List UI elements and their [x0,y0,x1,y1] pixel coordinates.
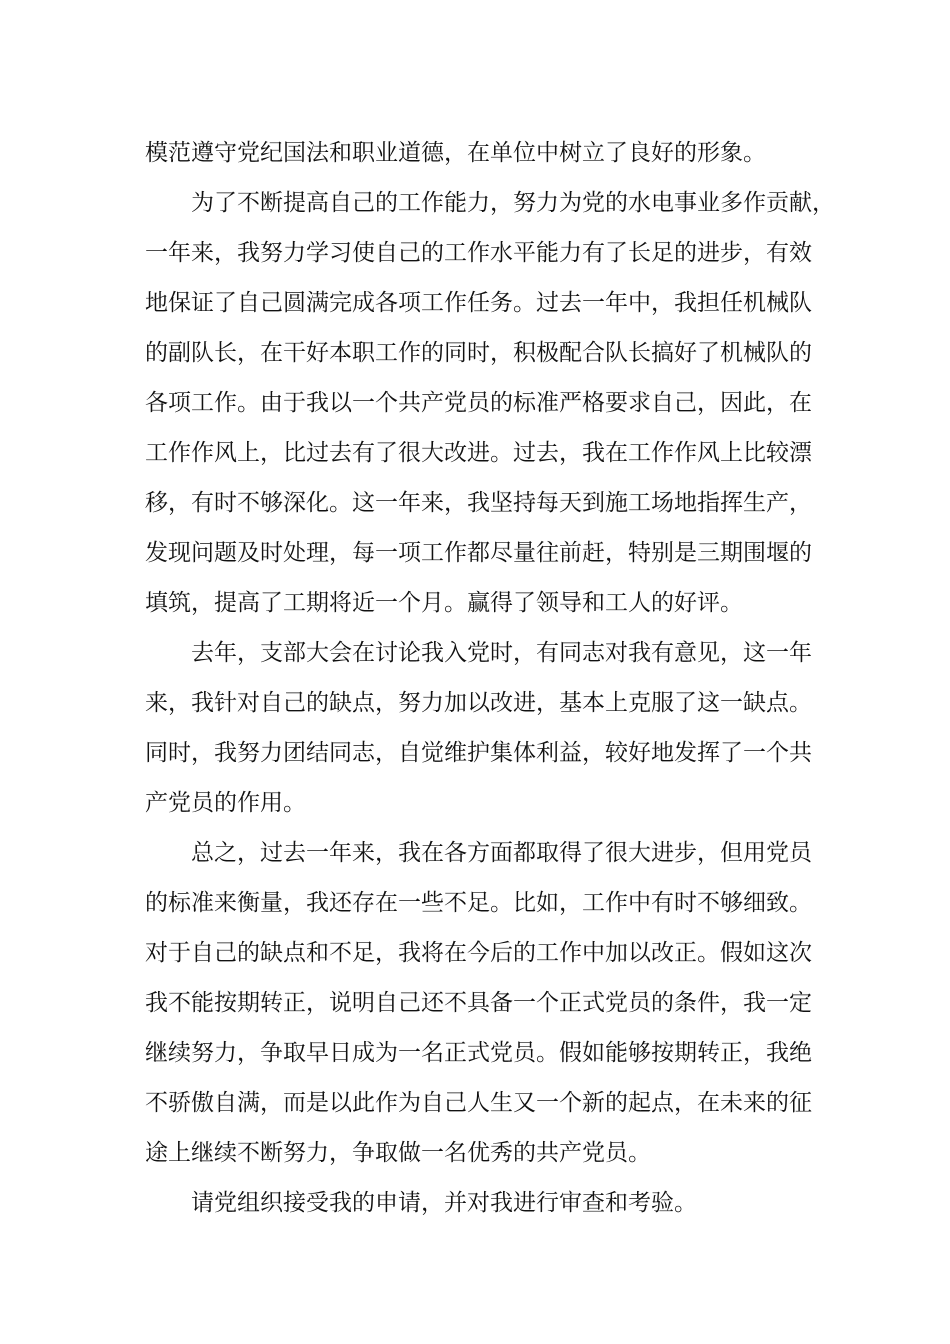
paragraph-start-line: 总之，过去一年来，我在各方面都取得了很大进步，但用党员 [191,840,812,866]
text-line: 各项工作。由于我以一个共产党员的标准严格要求自己，因此，在 [145,390,812,416]
text-line: 模范遵守党纪国法和职业道德，在单位中树立了良好的形象。 [145,140,766,166]
paragraph-start-line: 请党组织接受我的申请，并对我进行审查和考验。 [191,1190,697,1216]
text-line: 填筑，提高了工期将近一个月。赢得了领导和工人的好评。 [145,590,743,616]
text-line: 一年来，我努力学习使自己的工作水平能力有了长足的进步，有效 [145,240,812,266]
text-line: 工作作风上，比过去有了很大改进。过去，我在工作作风上比较漂 [145,440,812,466]
text-line: 途上继续不断努力，争取做一名优秀的共产党员。 [145,1140,651,1166]
text-line: 移，有时不够深化。这一年来，我坚持每天到施工场地指挥生产， [145,490,812,516]
paragraph-start-line: 为了不断提高自己的工作能力，努力为党的水电事业多作贡献， [191,190,835,216]
text-line: 继续努力，争取早日成为一名正式党员。假如能够按期转正，我绝 [145,1040,812,1066]
text-line: 产党员的作用。 [145,790,306,816]
text-line: 的标准来衡量，我还存在一些不足。比如，工作中有时不够细致。 [145,890,812,916]
text-line: 不骄傲自满，而是以此作为自己人生又一个新的起点，在未来的征 [145,1090,812,1116]
text-line: 对于自己的缺点和不足，我将在今后的工作中加以改正。假如这次 [145,940,812,966]
text-line: 我不能按期转正，说明自己还不具备一个正式党员的条件，我一定 [145,990,812,1016]
text-line: 来，我针对自己的缺点，努力加以改进，基本上克服了这一缺点。 [145,690,812,716]
document-body [145,128,835,1228]
text-line: 地保证了自己圆满完成各项工作任务。过去一年中，我担任机械队 [145,290,812,316]
text-line: 发现问题及时处理，每一项工作都尽量往前赶，特别是三期围堰的 [145,540,812,566]
paragraph-start-line: 去年，支部大会在讨论我入党时，有同志对我有意见，这一年 [191,640,812,666]
text-line: 同时，我努力团结同志，自觉维护集体利益，较好地发挥了一个共 [145,740,812,766]
text-line: 的副队长，在干好本职工作的同时，积极配合队长搞好了机械队的 [145,340,812,366]
